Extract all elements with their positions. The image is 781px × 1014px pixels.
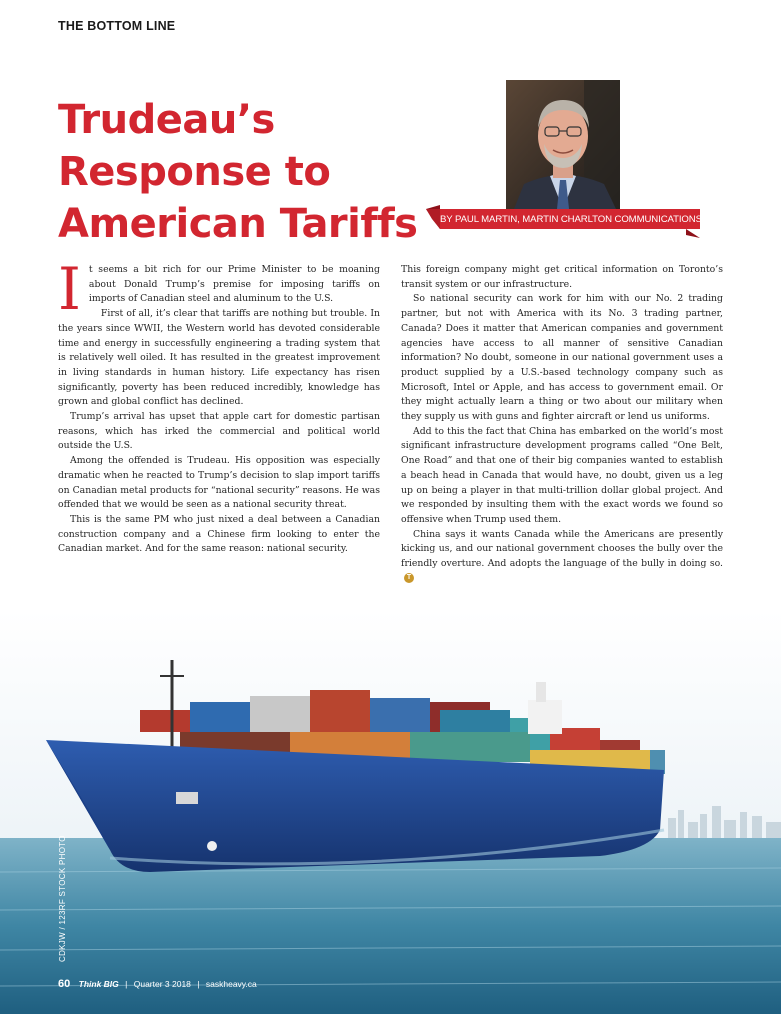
issue-label: Quarter 3 2018 bbox=[133, 979, 191, 989]
paragraph bbox=[58, 255, 380, 323]
paragraph: Add to this the fact that China has embarked on the world’s most significant infrastructure development programs called “One Belt, One Road” and that one of their big companies wanted to establish a beach head in Canada that would have, no doubt, given us a leg up on being a player in that multi-trillion dollar global project. And we responded by insulting them with the exact words we found so offensive when Trump used them. bbox=[401, 425, 723, 525]
paragraph: So national security can work for him with our No. 2 trading partner, but not with America with its No. 3 trading partner, Canada? Does it matter that American companies and government agencies have access to all manner of sensitive Canadian information? No doubt, someone in our national government uses a product supplied by a U.S.-based technology company such as Microsoft, Intel or Apple, and has access to government email. Or they might actually learn a thing or two about our military when they supply us with guns and fighter aircraft or lend us uniforms. bbox=[401, 293, 723, 423]
photo-credit: CDKJW / 123RF STOCK PHOTO bbox=[58, 835, 67, 962]
paragraph: First of all, it’s clear that tariffs are nothing but trouble. In the years since WWII, the Western world has devoted considerable time and energy in successfully engineering a trading system that is relatively well oiled. It has resulted in the greatest improvement in living standards in human history. Life expectancy has risen significantly, poverty has been reduced incredibly, knowledge has grown and global conflict has declined. bbox=[58, 308, 380, 408]
container-ship-photo bbox=[0, 610, 781, 1014]
article-column-left bbox=[58, 255, 380, 557]
article-column-right bbox=[401, 263, 723, 586]
page-footer bbox=[58, 978, 257, 990]
footer-separator: | bbox=[125, 979, 128, 989]
paragraph: Trump’s arrival has upset that apple cart for domestic partisan reasons, which has irked the commercial and political world outside the U.S. bbox=[58, 411, 380, 452]
paragraph: Among the offended is Trudeau. His opposition was especially dramatic when he reacted to Trump’s decision to slap import tariffs on Canadian metal products for “national security” reasons. He was offended that we would be seen as a national security threat. bbox=[58, 455, 380, 511]
paragraph-text: China says it wants Canada while the Americans are presently kicking us, and our national government chooses the bully over the friendly overture. And adopts the language of the bully in doing so. bbox=[401, 528, 723, 570]
byline: BY PAUL MARTIN, MARTIN CHARLTON COMMUNICATIONS bbox=[440, 214, 702, 225]
paragraph: This is the same PM who just nixed a deal between a Canadian construction company and a Chinese firm looking to enter the Canadian market. And for the same reason: national security. bbox=[58, 513, 380, 555]
author-portrait bbox=[506, 80, 620, 209]
end-of-article-icon: T bbox=[404, 573, 414, 583]
magazine-name: Think BIG bbox=[78, 979, 119, 989]
section-label: THE BOTTOM LINE bbox=[58, 19, 176, 33]
paragraph-text: t seems a bit rich for our Prime Minister to be moaning about Donald Trump’s premise for imposing tariffs on imports of Canadian steel and aluminum to the U.S. bbox=[88, 264, 380, 305]
page-number: 60 bbox=[58, 978, 71, 990]
paragraph: This foreign company might get critical information on Toronto’s transit system or our infrastructure. bbox=[401, 264, 723, 290]
drop-cap: I bbox=[58, 255, 81, 323]
author-portrait-illustration bbox=[506, 80, 620, 209]
article-title: Trudeau’s Response to American Tariffs bbox=[58, 97, 418, 247]
website-link[interactable]: saskheavy.ca bbox=[205, 979, 257, 989]
paragraph bbox=[401, 528, 723, 587]
footer-separator: | bbox=[197, 979, 200, 989]
